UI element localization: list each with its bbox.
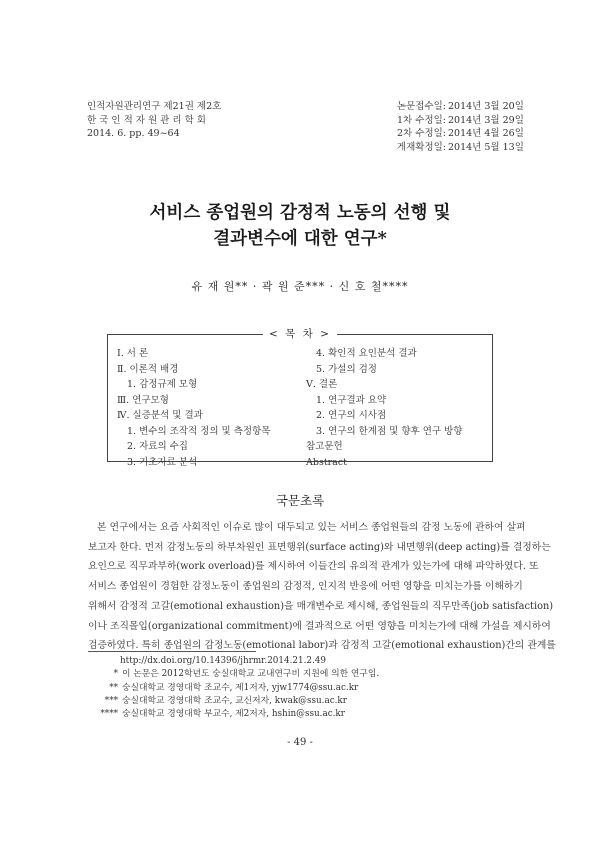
abstract-line: 검증하였다. 특히 종업원의 감정노동(emotional labor)과 감정적 고갈(emotional exhaustion)간의 관계를: [88, 640, 556, 652]
toc-item: 3. 기초자료 분석: [127, 456, 198, 468]
abstract-line: 본 연구에서는 요즘 사회적인 이슈로 많이 대두되고 있는 서비스 종업원들의 감정 노동에 관하여 살펴: [97, 522, 526, 533]
toc-item: 2. 연구의 시사점: [316, 410, 387, 421]
journal-issue: 2014. 6. pp. 49~64: [87, 128, 180, 139]
date-row-received: 논문접수일: 2014년 3월 20일: [396, 101, 524, 112]
footnote-item: ** 숭실대학교 경영대학 조교수, 제1저자, yjw1774@ssu.ac.kr: [109, 682, 359, 693]
toc-item: Ⅳ. 실증분석 및 결과: [117, 410, 203, 421]
toc-item: 5. 가설의 검정: [316, 363, 377, 375]
abstract-line: 요인으로 직무과부하(work overload)를 제시하여 이들간의 유의적 관계가 있는가에 대해 파악하였다. 또: [88, 561, 539, 573]
journal-info: [87, 100, 221, 141]
doi-link[interactable]: http://dx.doi.org/10.14396/jhrmr.2014.21.2.49: [120, 656, 326, 666]
toc-item: 1. 변수의 조작적 정의 및 측정항목: [127, 425, 271, 437]
toc-item: 4. 확인적 요인분석 결과: [316, 348, 417, 359]
toc-right-column: [306, 346, 462, 470]
abstract-line: 이나 조직몰입(organizational commitment)에 결과적으로 어떤 영향을 미치는가에 대해 가설을 제시하여: [88, 620, 551, 632]
date-row-revision-2: 2차 수정일: 2014년 4월 26일: [397, 128, 524, 139]
toc-item: 3. 연구의 한계점 및 향후 연구 방향: [316, 425, 463, 437]
paper-title-line-1: 서비스 종업원의 감정적 노동의 선행 및: [149, 203, 451, 223]
abstract-line: 위해서 감정적 고갈(emotional exhaustion)을 매개변수로 제시해, 종업원들의 직무만족(job satisfaction): [88, 600, 554, 612]
paper-title-line-2: 결과변수에 대한 연구*: [213, 229, 387, 249]
abstract-heading: 국문초록: [275, 493, 325, 508]
footnote-item: *** 숭실대학교 경영대학 조교수, 교신저자, kwak@ssu.ac.kr: [104, 695, 347, 706]
toc-heading: < 목 차 >: [0, 326, 600, 341]
date-row-revision-1: 1차 수정일: 2014년 3월 29일: [397, 114, 524, 126]
toc-item: 2. 자료의 수집: [127, 441, 188, 452]
paper-title: [0, 200, 600, 252]
footnote-item: * 이 논문은 2012학년도 숭실대학교 교내연구비 지원에 의한 연구임.: [113, 669, 380, 680]
toc-item: 참고문헌: [306, 441, 343, 452]
abstract-body: [88, 518, 556, 656]
toc-left-column: [117, 346, 270, 470]
toc-item: Ⅰ. 서 론: [117, 348, 149, 359]
toc-item: Ⅲ. 연구모형: [117, 394, 169, 406]
journal-society: 한 국 인 적 자 원 관 리 학 회: [87, 114, 206, 126]
authors: 유 재 원** · 곽 원 준*** · 신 호 철****: [191, 280, 409, 293]
toc-item: Ⅱ. 이론적 배경: [117, 363, 179, 375]
date-row-accepted: 게재확정일: 2014년 5월 13일: [396, 141, 524, 153]
footnote-item: **** 숭실대학교 경영대학 부교수, 제2저자, hshin@ssu.ac.kr: [100, 709, 345, 720]
footnotes: [88, 655, 379, 721]
toc-item: Ⅴ. 결론: [306, 379, 338, 390]
submission-dates: [384, 100, 524, 154]
footnote-divider: [88, 651, 256, 652]
toc-item: Abstract: [306, 456, 347, 468]
abstract-line: 서비스 종업원이 경험한 감정노동이 종업원의 감정적, 인지적 반응에 어떤 영향을 미치는가를 이해하기: [88, 581, 523, 593]
toc-item: 1. 연구결과 요약: [316, 394, 387, 406]
journal-name: 인적자원관리연구 제21권 제2호: [87, 101, 222, 112]
abstract-line: 보고자 한다. 먼저 감정노동의 하부차원인 표면행위(surface acting)와 내면행위(deep acting)를 결정하는: [88, 541, 551, 553]
toc-item: 1. 감정규제 모형: [127, 379, 198, 390]
page-number: - 49 -: [287, 737, 313, 748]
